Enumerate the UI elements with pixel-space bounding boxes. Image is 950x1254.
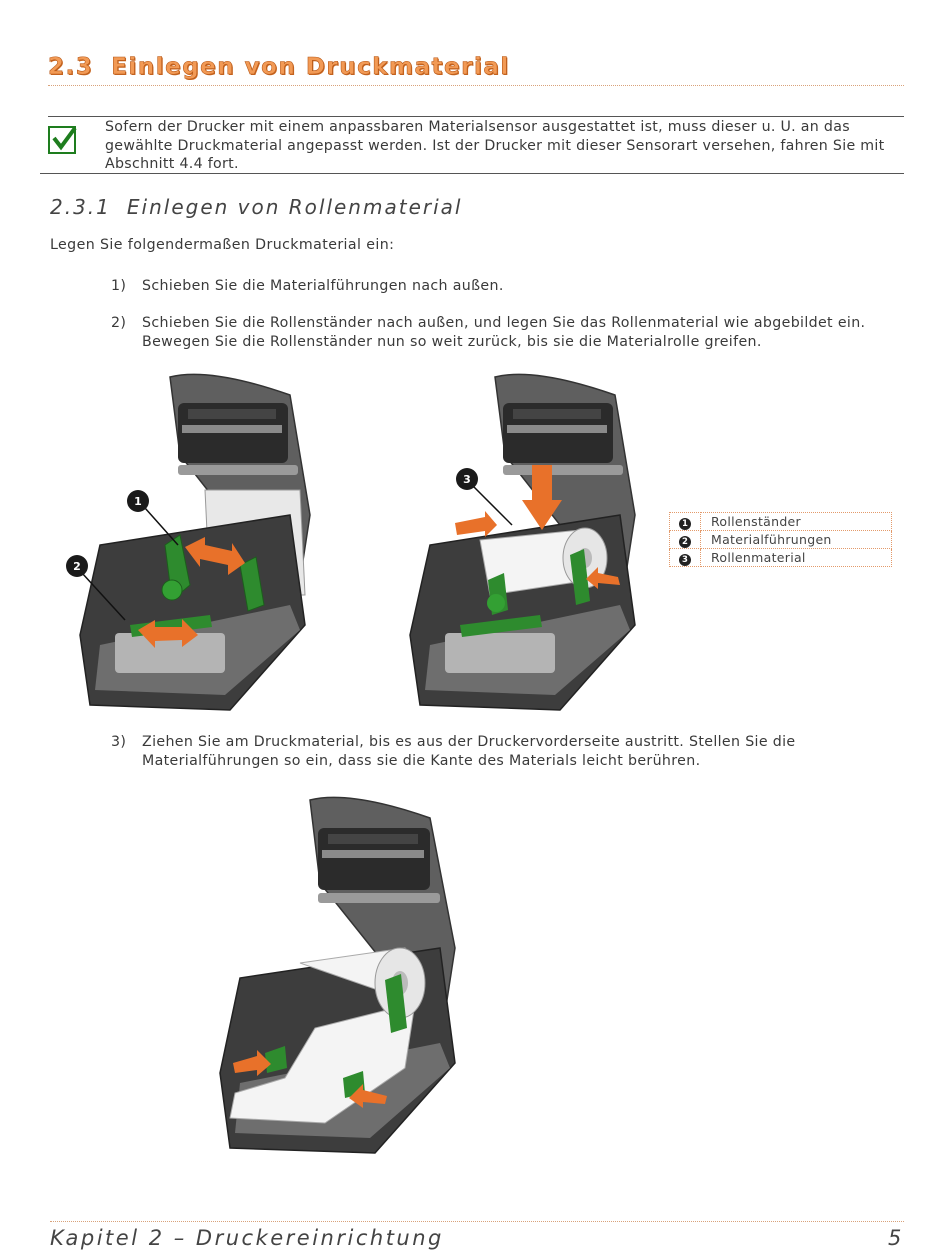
step-number: 2) bbox=[111, 315, 127, 331]
note-text: Sofern der Drucker mit einem anpassbaren Materialsensor ausgestattet ist, muss dieser u. U. an das gewählte Druckmaterial angepasst werden. Ist der Drucker mit dieser Sensorart versehen, fahren Sie mit Abschnitt 4.4 fort. bbox=[105, 119, 885, 172]
legend-key: 2 bbox=[679, 536, 691, 548]
legend-table bbox=[669, 512, 892, 567]
section-number: 2.3 bbox=[48, 54, 94, 80]
footer-chapter: Kapitel 2 – Druckereinrichtung bbox=[50, 1226, 444, 1250]
footer-divider bbox=[50, 1221, 904, 1222]
callout-number: 1 bbox=[134, 495, 142, 508]
printer-illustration-media-fed bbox=[205, 788, 495, 1158]
table-row bbox=[670, 549, 892, 567]
note-bottom-rule bbox=[40, 173, 904, 174]
step-number: 1) bbox=[111, 278, 127, 294]
table-row bbox=[670, 513, 892, 531]
legend-label: Rollenmaterial bbox=[701, 549, 892, 567]
section-heading bbox=[48, 54, 510, 80]
list-item bbox=[111, 277, 911, 297]
section-title: Einlegen von Druckmaterial bbox=[111, 54, 510, 80]
printer-illustration-guides bbox=[60, 365, 340, 715]
step-text: Ziehen Sie am Druckmaterial, bis es aus der Druckervorderseite austritt. Stellen Sie die Materialführungen so ein, dass sie die Kante des Materials leicht berühren. bbox=[142, 734, 796, 769]
checkbox-icon bbox=[48, 126, 76, 154]
list-item bbox=[111, 733, 911, 773]
legend-key: 3 bbox=[679, 554, 691, 566]
step-text: Schieben Sie die Rollenständer nach außen, und legen Sie das Rollenmaterial wie abgebildet ein. Bewegen Sie die Rollenständer nun so weit zurück, bis sie die Materialrolle greifen. bbox=[142, 315, 866, 350]
heading-divider bbox=[48, 85, 904, 86]
note-top-rule bbox=[48, 116, 904, 117]
step-text: Schieben Sie die Materialführungen nach außen. bbox=[142, 278, 504, 294]
printer-illustration-roll bbox=[400, 365, 670, 715]
subsection-heading bbox=[50, 195, 462, 219]
list-item bbox=[111, 314, 911, 354]
subsection-title: Einlegen von Rollenmaterial bbox=[126, 195, 463, 219]
step-number: 3) bbox=[111, 734, 127, 750]
legend-key: 1 bbox=[679, 518, 691, 530]
subsection-number: 2.3.1 bbox=[50, 195, 111, 219]
page-number: 5 bbox=[888, 1226, 902, 1250]
callout-number: 2 bbox=[73, 560, 81, 573]
legend-label: Rollenständer bbox=[701, 513, 892, 531]
intro-text: Legen Sie folgendermaßen Druckmaterial ein: bbox=[50, 237, 395, 253]
callout-number: 3 bbox=[463, 473, 471, 486]
table-row bbox=[670, 531, 892, 549]
legend-label: Materialführungen bbox=[701, 531, 892, 549]
